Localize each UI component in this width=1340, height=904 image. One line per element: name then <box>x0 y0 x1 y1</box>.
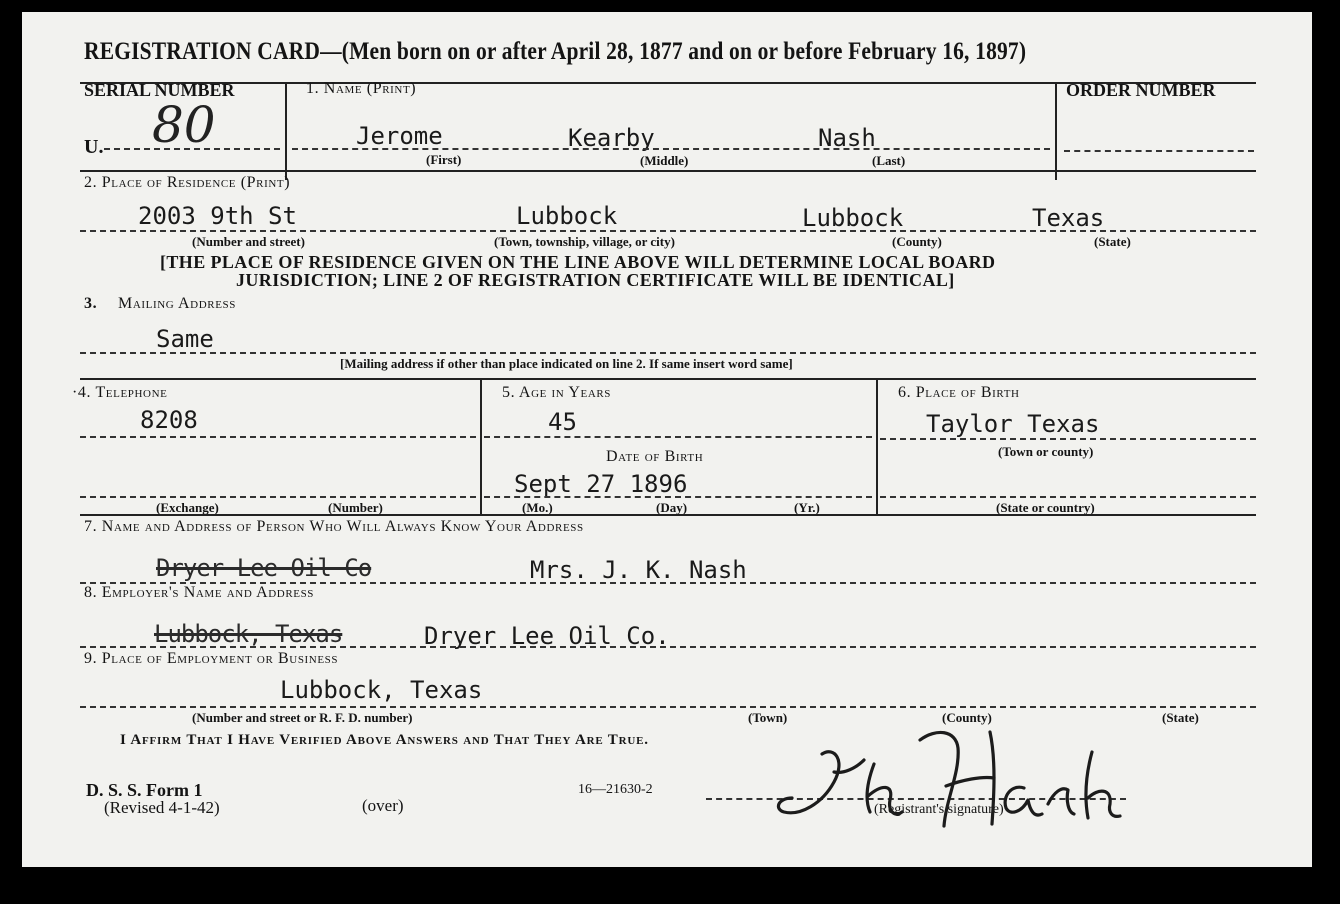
residence-county: Lubbock <box>802 204 904 232</box>
dob-label: Date of Birth <box>606 448 704 465</box>
employer-value: Dryer Lee Oil Co. <box>424 622 670 650</box>
birthplace-value: Taylor Texas <box>926 410 1100 438</box>
signature-caption: (Registrant's signature) <box>874 802 1004 817</box>
name-first: Jerome <box>356 122 443 150</box>
employment-state-caption: (State) <box>1162 710 1199 725</box>
form-over: (over) <box>362 796 404 815</box>
name-last: Nash <box>818 124 876 152</box>
form-revision: (Revised 4-1-42) <box>104 798 220 817</box>
mailing-label: Mailing Address <box>118 295 236 312</box>
birthplace-state-caption: (State or country) <box>996 500 1095 515</box>
telephone-label: ·4. Telephone <box>72 384 168 401</box>
telephone-number-caption: (Number) <box>328 500 383 515</box>
serial-label: SERIAL NUMBER <box>84 80 235 100</box>
employment-value: Lubbock, Texas <box>280 676 483 704</box>
affirmation-text: I Affirm That I Have Verified Above Answers and That They Are True. <box>120 732 649 748</box>
employment-label: 9. Place of Employment or Business <box>84 650 339 667</box>
residence-notice-2: JURISDICTION; LINE 2 OF REGISTRATION CERTIFICATE WILL BE IDENTICAL] <box>236 270 955 290</box>
form-number: D. S. S. Form 1 <box>86 780 203 800</box>
residence-state: Texas <box>1032 204 1105 232</box>
name-middle-caption: (Middle) <box>640 153 689 168</box>
employment-street-caption: (Number and street or R. F. D. number) <box>192 710 413 725</box>
birthplace-town-caption: (Town or county) <box>998 444 1094 459</box>
contact-label: 7. Name and Address of Person Who Will Always Know Your Address <box>84 518 584 535</box>
mailing-value: Same <box>156 325 214 353</box>
form-code: 16—21630-2 <box>578 782 653 797</box>
dob-year-caption: (Yr.) <box>794 500 820 515</box>
order-number-label: ORDER NUMBER <box>1066 80 1216 100</box>
telephone-value: 8208 <box>140 406 198 434</box>
residence-county-caption: (County) <box>892 234 942 249</box>
name-label: 1. Name (Print) <box>306 80 417 97</box>
name-last-caption: (Last) <box>872 153 906 168</box>
residence-street-caption: (Number and street) <box>192 234 305 249</box>
residence-city-caption: (Town, township, village, or city) <box>494 234 675 249</box>
employment-county-caption: (County) <box>942 710 992 725</box>
card-title: REGISTRATION CARD—(Men born on or after April 28, 1877 and on or before February 16, 1897) <box>84 38 1027 65</box>
dob-month-caption: (Mo.) <box>522 500 553 515</box>
birthplace-label: 6. Place of Birth <box>898 384 1020 401</box>
residence-city: Lubbock <box>516 202 618 230</box>
residence-label: 2. Place of Residence (Print) <box>84 174 291 191</box>
age-value: 45 <box>548 408 577 436</box>
contact-struck-text: Dryer Lee Oil Co <box>156 554 372 582</box>
age-label: 5. Age in Years <box>502 384 612 401</box>
dob-value: Sept 27 1896 <box>514 470 688 498</box>
name-middle: Kearby <box>568 124 655 152</box>
employment-town-caption: (Town) <box>748 710 788 725</box>
residence-notice-1: [THE PLACE OF RESIDENCE GIVEN ON THE LINE ABOVE WILL DETERMINE LOCAL BOARD <box>160 252 996 272</box>
residence-street: 2003 9th St <box>138 202 297 230</box>
contact-value: Mrs. J. K. Nash <box>530 556 747 584</box>
signature-icon <box>22 12 1312 867</box>
serial-prefix: U. <box>84 136 104 158</box>
employer-struck-text: Lubbock, Texas <box>154 620 343 648</box>
dob-day-caption: (Day) <box>656 500 688 515</box>
employer-label: 8. Employer's Name and Address <box>84 584 315 601</box>
registration-card <box>22 12 1312 867</box>
mailing-caption: [Mailing address if other than place indicated on line 2. If same insert word same] <box>340 356 793 371</box>
name-first-caption: (First) <box>426 152 462 167</box>
mailing-number: 3. <box>84 295 98 312</box>
residence-state-caption: (State) <box>1094 234 1131 249</box>
serial-value: 80 <box>152 96 216 154</box>
telephone-exchange-caption: (Exchange) <box>156 500 219 515</box>
